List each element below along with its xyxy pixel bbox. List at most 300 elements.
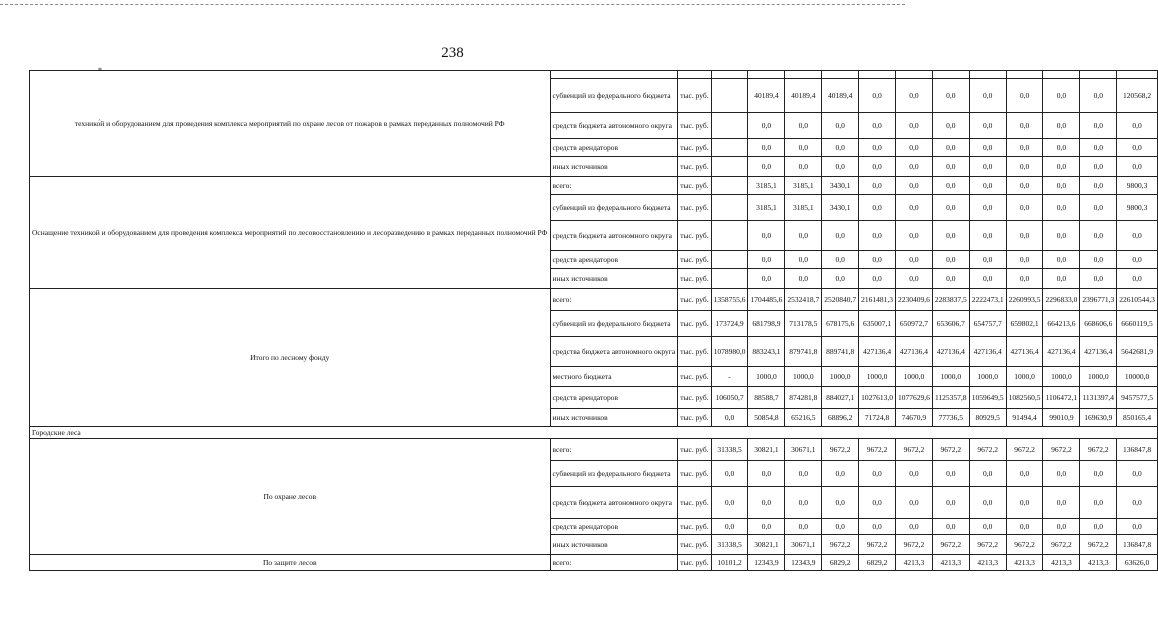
unit-label: тыс. руб.: [678, 409, 711, 427]
total-cell: 136847,8: [1117, 535, 1158, 555]
value-cell: 0,0: [895, 79, 932, 113]
measure-name: По защите лесов: [30, 555, 551, 571]
value-cell: 9672,2: [1043, 439, 1080, 461]
value-cell: 31338,5: [711, 535, 748, 555]
value-cell: 1000,0: [1006, 367, 1043, 387]
section-title: Городские леса: [30, 427, 1158, 439]
funding-source: иных источников: [550, 535, 678, 555]
funding-source: средства бюджета автономного округа: [550, 337, 678, 367]
value-cell: 3185,1: [748, 195, 785, 221]
value-cell: 0,0: [1006, 79, 1043, 113]
unit-label: тыс. руб.: [678, 387, 711, 409]
value-cell: 0,0: [895, 139, 932, 157]
value-cell: 0,0: [748, 269, 785, 289]
value-cell: 0,0: [932, 157, 969, 177]
funding-source: всего:: [550, 555, 678, 571]
value-cell: 0,0: [932, 139, 969, 157]
value-cell: 1000,0: [748, 367, 785, 387]
value-cell: 0,0: [859, 487, 896, 519]
value-cell: 650972,7: [895, 311, 932, 337]
value-cell: 0,0: [932, 113, 969, 139]
value-cell: 427136,4: [969, 337, 1006, 367]
value-cell: 0,0: [932, 195, 969, 221]
value-cell: 0,0: [711, 487, 748, 519]
value-cell: 30671,1: [785, 439, 822, 461]
unit-label: тыс. руб.: [678, 311, 711, 337]
value-cell: 0,0: [969, 487, 1006, 519]
table-row: [30, 555, 1158, 571]
value-cell: 1000,0: [969, 367, 1006, 387]
value-cell: 0,0: [1043, 269, 1080, 289]
value-cell: 10101,2: [711, 555, 748, 571]
value-cell: 9672,2: [932, 535, 969, 555]
unit-label: тыс. руб.: [678, 157, 711, 177]
value-cell: 0,0: [895, 461, 932, 487]
value-cell: [711, 221, 748, 251]
value-cell: [859, 71, 896, 79]
funding-source: субвенций из федерального бюджета: [550, 311, 678, 337]
value-cell: 0,0: [932, 461, 969, 487]
unit-label: тыс. руб.: [678, 535, 711, 555]
value-cell: 0,0: [1043, 251, 1080, 269]
value-cell: 654757,7: [969, 311, 1006, 337]
total-cell: 0,0: [1117, 113, 1158, 139]
value-cell: 0,0: [859, 113, 896, 139]
funding-source: всего:: [550, 289, 678, 311]
value-cell: 0,0: [932, 79, 969, 113]
value-cell: 1358755,6: [711, 289, 748, 311]
value-cell: 0,0: [1080, 269, 1117, 289]
value-cell: 9672,2: [822, 535, 859, 555]
value-cell: 9672,2: [895, 439, 932, 461]
value-cell: 0,0: [895, 487, 932, 519]
value-cell: 0,0: [822, 139, 859, 157]
value-cell: 0,0: [1043, 157, 1080, 177]
value-cell: 0,0: [1080, 487, 1117, 519]
value-cell: 0,0: [748, 251, 785, 269]
total-cell: 136847,8: [1117, 439, 1158, 461]
value-cell: 0,0: [748, 221, 785, 251]
total-cell: 0,0: [1117, 461, 1158, 487]
total-cell: 0,0: [1117, 519, 1158, 535]
value-cell: 1000,0: [785, 367, 822, 387]
total-cell: 9800,3: [1117, 177, 1158, 195]
value-cell: 0,0: [932, 487, 969, 519]
value-cell: 12343,9: [785, 555, 822, 571]
value-cell: 0,0: [711, 461, 748, 487]
value-cell: 0,0: [1006, 113, 1043, 139]
value-cell: 0,0: [1080, 177, 1117, 195]
total-cell: 0,0: [1117, 221, 1158, 251]
value-cell: 427136,4: [1043, 337, 1080, 367]
section-row: [30, 427, 1158, 439]
value-cell: 0,0: [859, 79, 896, 113]
value-cell: 681798,9: [748, 311, 785, 337]
value-cell: 173724,9: [711, 311, 748, 337]
value-cell: 0,0: [969, 157, 1006, 177]
value-cell: 635007,1: [859, 311, 896, 337]
value-cell: 68896,2: [822, 409, 859, 427]
measure-name: Оснащение техникой и оборудованием для проведения комплекса мероприятий по лесовосстановлению и лесоразведению в рамках переданных полномочий РФ: [30, 177, 551, 289]
value-cell: 0,0: [1006, 519, 1043, 535]
value-cell: 1082560,5: [1006, 387, 1043, 409]
value-cell: 0,0: [822, 519, 859, 535]
value-cell: 9672,2: [1006, 439, 1043, 461]
value-cell: 0,0: [822, 113, 859, 139]
value-cell: 2396771,3: [1080, 289, 1117, 311]
value-cell: 0,0: [822, 251, 859, 269]
value-cell: 0,0: [969, 221, 1006, 251]
value-cell: 0,0: [785, 113, 822, 139]
value-cell: 9672,2: [895, 535, 932, 555]
unit-label: тыс. руб.: [678, 221, 711, 251]
value-cell: 0,0: [969, 269, 1006, 289]
value-cell: 1000,0: [1043, 367, 1080, 387]
value-cell: 0,0: [932, 177, 969, 195]
value-cell: 879741,8: [785, 337, 822, 367]
value-cell: [711, 195, 748, 221]
value-cell: 9672,2: [1006, 535, 1043, 555]
value-cell: 2230409,6: [895, 289, 932, 311]
value-cell: 0,0: [1080, 251, 1117, 269]
value-cell: 0,0: [1006, 461, 1043, 487]
value-cell: 3185,1: [748, 177, 785, 195]
value-cell: 0,0: [785, 269, 822, 289]
value-cell: [711, 177, 748, 195]
value-cell: 0,0: [1006, 157, 1043, 177]
value-cell: 427136,4: [1006, 337, 1043, 367]
value-cell: 0,0: [932, 269, 969, 289]
value-cell: 0,0: [748, 461, 785, 487]
value-cell: [711, 71, 748, 79]
unit-label: тыс. руб.: [678, 555, 711, 571]
value-cell: 2532418,7: [785, 289, 822, 311]
value-cell: 0,0: [1080, 139, 1117, 157]
value-cell: 50854,8: [748, 409, 785, 427]
value-cell: 0,0: [932, 251, 969, 269]
total-cell: 63626,0: [1117, 555, 1158, 571]
value-cell: 0,0: [895, 157, 932, 177]
value-cell: [932, 71, 969, 79]
value-cell: 0,0: [1006, 177, 1043, 195]
value-cell: 883243,1: [748, 337, 785, 367]
value-cell: [748, 71, 785, 79]
funding-source: местного бюджета: [550, 367, 678, 387]
value-cell: 0,0: [1006, 195, 1043, 221]
value-cell: 1077629,6: [895, 387, 932, 409]
value-cell: [1043, 71, 1080, 79]
value-cell: 9672,2: [859, 439, 896, 461]
funding-source: всего:: [550, 439, 678, 461]
value-cell: 40189,4: [748, 79, 785, 113]
value-cell: 40189,4: [785, 79, 822, 113]
value-cell: 0,0: [1080, 461, 1117, 487]
value-cell: 0,0: [822, 269, 859, 289]
value-cell: 1000,0: [859, 367, 896, 387]
value-cell: 0,0: [969, 195, 1006, 221]
value-cell: 9672,2: [1043, 535, 1080, 555]
funding-source: [550, 71, 678, 79]
value-cell: 3185,1: [785, 195, 822, 221]
value-cell: 0,0: [932, 221, 969, 251]
unit-label: тыс. руб.: [678, 461, 711, 487]
value-cell: 74670,9: [895, 409, 932, 427]
value-cell: 4213,3: [1043, 555, 1080, 571]
total-cell: [1117, 71, 1158, 79]
value-cell: 884027,1: [822, 387, 859, 409]
value-cell: 4213,3: [1080, 555, 1117, 571]
total-cell: 5642681,9: [1117, 337, 1158, 367]
funding-source: средств арендаторов: [550, 387, 678, 409]
total-cell: 9457577,5: [1117, 387, 1158, 409]
total-cell: 9800,3: [1117, 195, 1158, 221]
value-cell: 0,0: [969, 519, 1006, 535]
value-cell: 0,0: [1043, 461, 1080, 487]
unit-label: тыс. руб.: [678, 269, 711, 289]
value-cell: 9672,2: [859, 535, 896, 555]
value-cell: 0,0: [969, 79, 1006, 113]
value-cell: 99010,9: [1043, 409, 1080, 427]
value-cell: 1125357,8: [932, 387, 969, 409]
unit-label: тыс. руб.: [678, 487, 711, 519]
value-cell: 427136,4: [932, 337, 969, 367]
value-cell: 9672,2: [969, 535, 1006, 555]
measure-name: По охране лесов: [30, 439, 551, 555]
value-cell: 0,0: [1080, 519, 1117, 535]
value-cell: 659802,1: [1006, 311, 1043, 337]
value-cell: 0,0: [859, 221, 896, 251]
funding-source: субвенций из федерального бюджета: [550, 195, 678, 221]
value-cell: 3430,1: [822, 195, 859, 221]
value-cell: 0,0: [969, 251, 1006, 269]
value-cell: 0,0: [1043, 487, 1080, 519]
value-cell: 0,0: [895, 113, 932, 139]
value-cell: 0,0: [822, 487, 859, 519]
unit-label: [678, 71, 711, 79]
value-cell: 1000,0: [895, 367, 932, 387]
funding-source: средств арендаторов: [550, 519, 678, 535]
value-cell: 889741,8: [822, 337, 859, 367]
value-cell: 77736,5: [932, 409, 969, 427]
value-cell: 427136,4: [895, 337, 932, 367]
unit-label: тыс. руб.: [678, 139, 711, 157]
value-cell: 1106472,1: [1043, 387, 1080, 409]
unit-label: тыс. руб.: [678, 337, 711, 367]
value-cell: 9672,2: [932, 439, 969, 461]
value-cell: 1000,0: [932, 367, 969, 387]
total-cell: 6660119,5: [1117, 311, 1158, 337]
value-cell: 0,0: [932, 519, 969, 535]
funding-source: иных источников: [550, 269, 678, 289]
value-cell: 664213,6: [1043, 311, 1080, 337]
value-cell: 0,0: [785, 221, 822, 251]
funding-source: средств арендаторов: [550, 139, 678, 157]
value-cell: 0,0: [748, 139, 785, 157]
value-cell: 427136,4: [1080, 337, 1117, 367]
value-cell: 0,0: [1080, 157, 1117, 177]
funding-source: средств бюджета автономного округа: [550, 487, 678, 519]
value-cell: 0,0: [748, 487, 785, 519]
value-cell: 0,0: [859, 195, 896, 221]
value-cell: 9672,2: [822, 439, 859, 461]
value-cell: 0,0: [859, 177, 896, 195]
value-cell: 0,0: [1043, 177, 1080, 195]
value-cell: 4213,3: [1006, 555, 1043, 571]
value-cell: 0,0: [895, 251, 932, 269]
value-cell: [711, 139, 748, 157]
value-cell: 1704485,6: [748, 289, 785, 311]
value-cell: 0,0: [1006, 487, 1043, 519]
value-cell: 1000,0: [1080, 367, 1117, 387]
value-cell: 0,0: [1043, 139, 1080, 157]
value-cell: [711, 251, 748, 269]
value-cell: 0,0: [822, 221, 859, 251]
value-cell: 91494,4: [1006, 409, 1043, 427]
asterisk-mark: *: [98, 66, 102, 75]
value-cell: 1131397,4: [1080, 387, 1117, 409]
funding-source: всего:: [550, 177, 678, 195]
financing-table: [29, 70, 1158, 571]
value-cell: 0,0: [1043, 221, 1080, 251]
value-cell: 80929,5: [969, 409, 1006, 427]
value-cell: 0,0: [859, 139, 896, 157]
value-cell: 31338,5: [711, 439, 748, 461]
unit-label: тыс. руб.: [678, 439, 711, 461]
value-cell: 0,0: [785, 139, 822, 157]
value-cell: 0,0: [895, 221, 932, 251]
value-cell: [822, 71, 859, 79]
value-cell: 2222473,1: [969, 289, 1006, 311]
page-number: 238: [441, 45, 464, 61]
value-cell: 0,0: [859, 251, 896, 269]
value-cell: 9672,2: [1080, 535, 1117, 555]
total-cell: 120568,2: [1117, 79, 1158, 113]
value-cell: 427136,4: [859, 337, 896, 367]
value-cell: 3430,1: [822, 177, 859, 195]
value-cell: 169630,9: [1080, 409, 1117, 427]
value-cell: 1000,0: [822, 367, 859, 387]
funding-source: иных источников: [550, 409, 678, 427]
value-cell: 0,0: [748, 113, 785, 139]
value-cell: 0,0: [859, 157, 896, 177]
value-cell: 0,0: [1080, 113, 1117, 139]
value-cell: 2520840,7: [822, 289, 859, 311]
unit-label: тыс. руб.: [678, 367, 711, 387]
measure-name: технико́й и оборудованием для проведения комплекса мероприятий по охране лесов от пожаров в рамках переданных полномочий РФ: [30, 71, 551, 177]
value-cell: 0,0: [895, 519, 932, 535]
value-cell: 30821,1: [748, 535, 785, 555]
value-cell: 678175,6: [822, 311, 859, 337]
value-cell: 0,0: [969, 113, 1006, 139]
value-cell: 0,0: [748, 519, 785, 535]
value-cell: 653606,7: [932, 311, 969, 337]
value-cell: 9672,2: [969, 439, 1006, 461]
value-cell: 0,0: [1006, 251, 1043, 269]
value-cell: 0,0: [1043, 195, 1080, 221]
unit-label: тыс. руб.: [678, 113, 711, 139]
value-cell: 6829,2: [822, 555, 859, 571]
value-cell: 0,0: [822, 461, 859, 487]
value-cell: 0,0: [785, 157, 822, 177]
value-cell: 2283837,5: [932, 289, 969, 311]
table-row: [30, 177, 1158, 195]
value-cell: 4213,3: [895, 555, 932, 571]
value-cell: 0,0: [859, 461, 896, 487]
unit-label: тыс. руб.: [678, 195, 711, 221]
funding-source: иных источников: [550, 157, 678, 177]
value-cell: 2260993,5: [1006, 289, 1043, 311]
value-cell: 0,0: [969, 177, 1006, 195]
value-cell: 65216,5: [785, 409, 822, 427]
measure-name: Итого по лесному фонду: [30, 289, 551, 427]
value-cell: 2296833,0: [1043, 289, 1080, 311]
value-cell: 0,0: [785, 487, 822, 519]
value-cell: 0,0: [1006, 269, 1043, 289]
value-cell: 0,0: [969, 461, 1006, 487]
value-cell: 106050,7: [711, 387, 748, 409]
value-cell: 0,0: [895, 195, 932, 221]
value-cell: 0,0: [1006, 221, 1043, 251]
value-cell: 0,0: [1080, 79, 1117, 113]
value-cell: 9672,2: [1080, 439, 1117, 461]
value-cell: 1059649,5: [969, 387, 1006, 409]
funding-source: средств бюджета автономного округа: [550, 221, 678, 251]
total-cell: 0,0: [1117, 157, 1158, 177]
value-cell: 30821,1: [748, 439, 785, 461]
value-cell: 1027613,0: [859, 387, 896, 409]
value-cell: 4213,3: [969, 555, 1006, 571]
value-cell: [1006, 71, 1043, 79]
unit-label: тыс. руб.: [678, 289, 711, 311]
value-cell: 0,0: [785, 461, 822, 487]
value-cell: 0,0: [711, 409, 748, 427]
funding-source: субвенций из федерального бюджета: [550, 461, 678, 487]
total-cell: 0,0: [1117, 251, 1158, 269]
total-cell: 10000,0: [1117, 367, 1158, 387]
funding-source: средств бюджета автономного округа: [550, 113, 678, 139]
scan-top-edge: [0, 4, 905, 5]
value-cell: 3185,1: [785, 177, 822, 195]
value-cell: [711, 79, 748, 113]
total-cell: 22610544,3: [1117, 289, 1158, 311]
value-cell: 0,0: [785, 251, 822, 269]
unit-label: тыс. руб.: [678, 251, 711, 269]
value-cell: 0,0: [895, 269, 932, 289]
value-cell: 30671,1: [785, 535, 822, 555]
funding-source: средств арендаторов: [550, 251, 678, 269]
total-cell: 850165,4: [1117, 409, 1158, 427]
unit-label: тыс. руб.: [678, 177, 711, 195]
value-cell: 4213,3: [932, 555, 969, 571]
value-cell: 0,0: [969, 139, 1006, 157]
value-cell: 2161481,3: [859, 289, 896, 311]
value-cell: [711, 113, 748, 139]
value-cell: 0,0: [1043, 79, 1080, 113]
value-cell: 0,0: [822, 157, 859, 177]
table-row: [30, 439, 1158, 461]
value-cell: [711, 269, 748, 289]
value-cell: 0,0: [859, 269, 896, 289]
value-cell: 668606,6: [1080, 311, 1117, 337]
value-cell: 0,0: [1080, 195, 1117, 221]
value-cell: -: [711, 367, 748, 387]
value-cell: [1080, 71, 1117, 79]
table-row: [30, 71, 1158, 79]
value-cell: 0,0: [748, 157, 785, 177]
value-cell: 0,0: [1043, 113, 1080, 139]
value-cell: 0,0: [895, 177, 932, 195]
value-cell: 88588,7: [748, 387, 785, 409]
